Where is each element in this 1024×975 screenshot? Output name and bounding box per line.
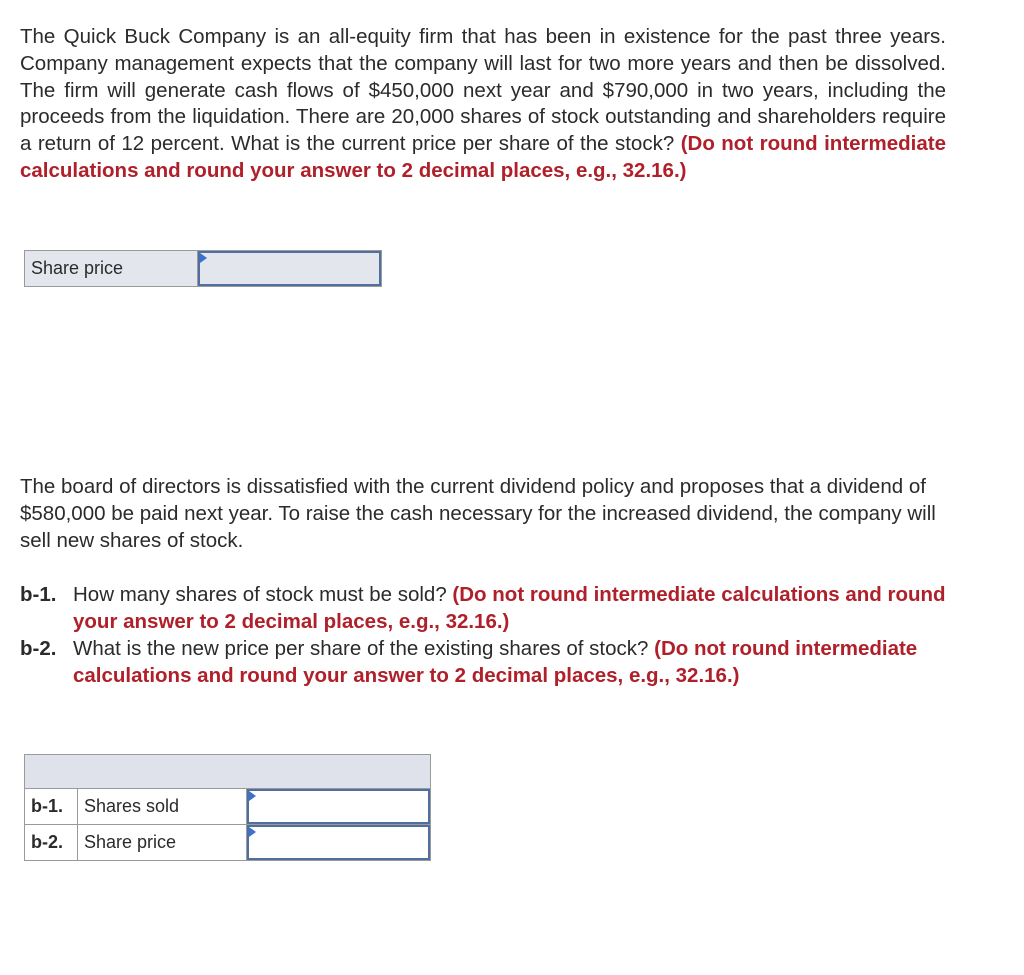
question-b1-tag: b-1. (20, 583, 57, 606)
question-b2 (20, 636, 960, 690)
question-b1 (20, 582, 960, 636)
question-b1-body (73, 582, 960, 636)
new-share-price-cell (247, 825, 431, 861)
part-a-answer-table (24, 250, 382, 287)
question-b1-instruction: (Do not round intermediate calculations and round your answer to 2 decimal places, e.g., 32.16.) (73, 583, 946, 633)
table-row (25, 789, 431, 825)
part-a-instruction: (Do not round intermediate calculations and round your answer to 2 decimal places, e.g., 32.16.) (20, 132, 946, 182)
shares-sold-cell (247, 789, 431, 825)
question-b1-text: How many shares of stock must be sold? (73, 583, 447, 606)
part-a-question-text: The Quick Buck Company is an all-equity firm that has been in existence for the past three years. Company management expects that the company will last for two more years and then be dissolved. The firm will generate cash flows of $450,000 next year and $790,000 in two years, including the proceeds from the liquidation. There are 20,000 shares of stock outstanding and shareholders require a return of 12 percent. What is the current price per share of the stock? (20, 25, 946, 156)
table-header-row (25, 755, 431, 789)
shares-sold-input[interactable] (247, 789, 430, 824)
row-tag-b2: b-2. (25, 825, 78, 861)
share-price-input[interactable] (198, 251, 381, 286)
share-price-cell (198, 251, 382, 287)
input-marker-icon (200, 253, 207, 263)
part-a-question (20, 24, 946, 185)
question-b2-text: What is the new price per share of the existing shares of stock? (73, 637, 649, 660)
shares-sold-label: Shares sold (78, 789, 247, 825)
share-price-label: Share price (25, 251, 198, 287)
new-share-price-input[interactable] (247, 825, 430, 860)
table-row (25, 825, 431, 861)
question-b2-tag: b-2. (20, 637, 57, 660)
part-b-intro: The board of directors is dissatisfied with the current dividend policy and proposes that a dividend of $580,000 be paid next year. To raise the cash necessary for the increased dividend, the company will sell new shares of stock. (20, 475, 936, 552)
table-header (25, 755, 431, 789)
part-b-answer-table (24, 754, 431, 861)
question-b2-body (73, 636, 960, 690)
input-marker-icon (249, 827, 256, 837)
input-marker-icon (249, 791, 256, 801)
question-b2-instruction: (Do not round intermediate calculations and round your answer to 2 decimal places, e.g., 32.16.) (73, 637, 918, 687)
table-row (25, 251, 382, 287)
row-tag-b1: b-1. (25, 789, 78, 825)
new-share-price-label: Share price (78, 825, 247, 861)
